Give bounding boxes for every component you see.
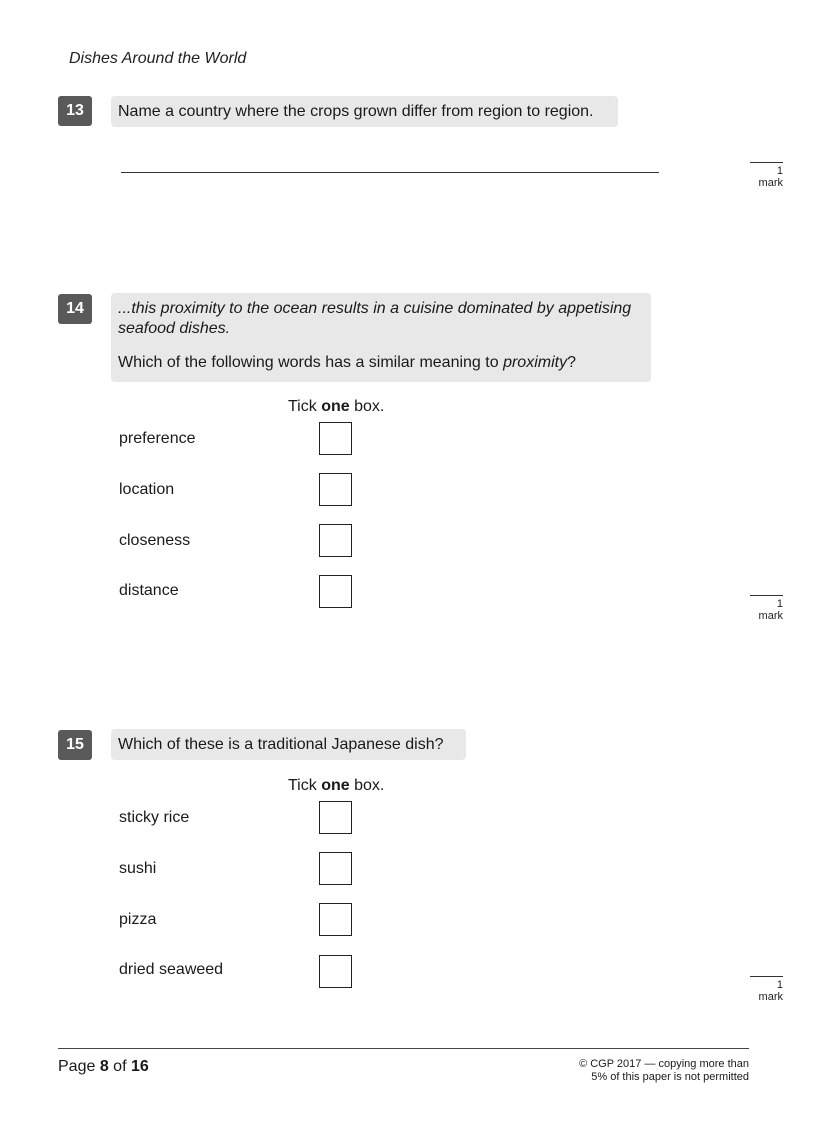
q14-option-preference-checkbox[interactable] — [319, 422, 352, 455]
tick-instruction-14-post: box. — [349, 398, 385, 415]
question-13-text: Name a country where the crops grown differ from region to region. — [111, 96, 618, 127]
question-14-text-post: ? — [567, 354, 576, 371]
q15-option-dried-seaweed-checkbox[interactable] — [319, 955, 352, 988]
copyright-notice — [579, 1058, 749, 1084]
q14-option-preference-label: preference — [119, 430, 196, 447]
mark-15 — [750, 976, 783, 1003]
q14-option-location-label: location — [119, 481, 175, 498]
q14-option-distance-label: distance — [119, 582, 179, 599]
q15-option-sticky-rice-checkbox[interactable] — [319, 801, 352, 834]
mark-rule — [750, 595, 783, 596]
copyright-line-2: 5% of this paper is not permitted — [591, 1071, 749, 1083]
copyright-line-1: © CGP 2017 — copying more than — [579, 1058, 749, 1070]
mark-13 — [750, 162, 783, 189]
question-number-14: 14 — [58, 294, 92, 324]
mark-14 — [750, 595, 783, 622]
page-total: 16 — [130, 1058, 149, 1075]
q15-option-dried-seaweed-label: dried seaweed — [119, 961, 224, 978]
page-title: Dishes Around the World — [69, 50, 247, 67]
page-number-mid: of — [108, 1058, 131, 1075]
footer-divider — [58, 1048, 749, 1049]
question-number-13: 13 — [58, 96, 92, 126]
q15-option-sushi-checkbox[interactable] — [319, 852, 352, 885]
mark-13-label: 1 mark — [758, 165, 783, 189]
page-number-pre: Page — [58, 1058, 100, 1075]
answer-line-13[interactable] — [121, 172, 659, 173]
q14-option-closeness-label: closeness — [119, 532, 191, 549]
q15-option-pizza-label: pizza — [119, 911, 157, 928]
q14-option-distance-checkbox[interactable] — [319, 575, 352, 608]
page-current: 8 — [99, 1058, 109, 1075]
q15-option-pizza-checkbox[interactable] — [319, 903, 352, 936]
mark-14-label: 1 mark — [758, 598, 783, 622]
q14-option-closeness-checkbox[interactable] — [319, 524, 352, 557]
q15-option-sushi-label: sushi — [119, 860, 157, 877]
question-number-15: 15 — [58, 730, 92, 760]
tick-instruction-15 — [288, 777, 384, 795]
question-14-box — [111, 293, 651, 382]
tick-instruction-14-bold: one — [321, 398, 350, 415]
tick-instruction-15-pre: Tick — [288, 777, 322, 794]
mark-15-label: 1 mark — [758, 979, 783, 1003]
mark-rule — [750, 162, 783, 163]
mark-rule — [750, 976, 783, 977]
question-14-text — [118, 353, 644, 373]
tick-instruction-14-pre: Tick — [288, 398, 322, 415]
q14-option-location-checkbox[interactable] — [319, 473, 352, 506]
page-number — [58, 1058, 149, 1076]
tick-instruction-15-bold: one — [321, 777, 350, 794]
question-14-quote: ...this proximity to the ocean results in a cuisine dominated by appetising seafood dishes. — [118, 300, 632, 337]
question-14-keyword: proximity — [503, 354, 568, 371]
tick-instruction-14 — [288, 398, 384, 416]
tick-instruction-15-post: box. — [349, 777, 385, 794]
question-14-text-pre: Which of the following words has a similar meaning to — [118, 354, 504, 371]
question-15-text: Which of these is a traditional Japanese dish? — [111, 729, 466, 760]
q15-option-sticky-rice-label: sticky rice — [119, 809, 190, 826]
